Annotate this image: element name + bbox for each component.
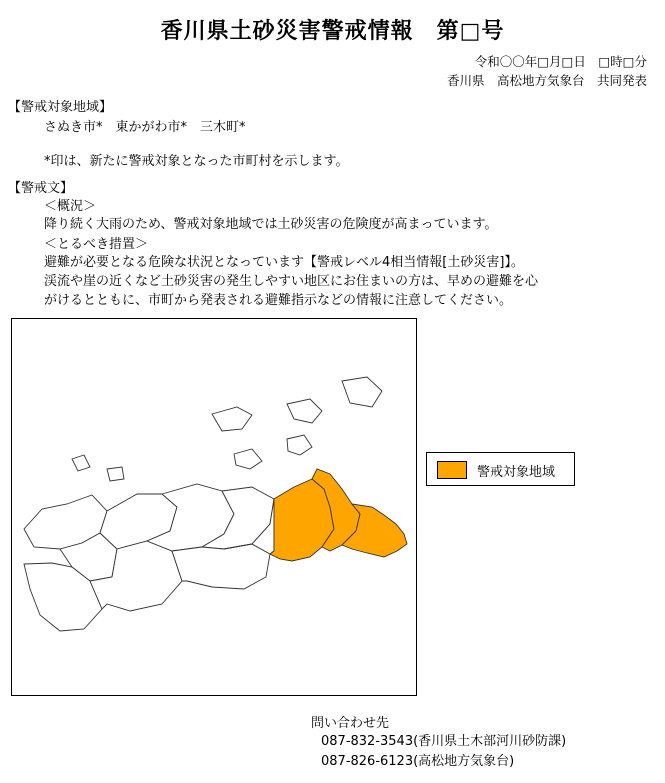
measures-text-3: がけるとともに、市町から発表される避難指示などの情報に注意してください。 — [44, 293, 513, 308]
island-6 — [107, 467, 124, 481]
map-svg — [12, 319, 418, 697]
island-1 — [212, 407, 252, 431]
target-area-heading: 【警戒対象地域】 — [8, 100, 113, 115]
target-area-list: さぬき市* 東かがわ市* 三木町* — [44, 120, 246, 135]
warning-area-shapes — [270, 469, 407, 561]
legend-swatch — [437, 461, 467, 479]
municipality-east-inland — [172, 544, 270, 589]
map-legend — [426, 452, 575, 486]
page-title: 香川県土砂災害警戒情報 第□号 — [160, 19, 505, 44]
island-7 — [287, 435, 312, 455]
issue-datetime: 令和〇〇年□月□日 □時□分 — [474, 54, 647, 69]
overview-text: 降り続く大雨のため、警戒対象地域では土砂災害の危険度が高まっています。 — [44, 217, 498, 232]
contact-heading: 問い合わせ先 — [311, 716, 390, 731]
warning-heading: 【警戒文】 — [8, 181, 74, 196]
contact-phone-1: 087-832-3543(香川県土木部河川砂防課) — [321, 734, 567, 749]
island-4 — [234, 449, 262, 469]
measures-text-1: 避難が必要となる危険な状況となっています【警戒レベル4相当情報[土砂災害]】。 — [44, 255, 524, 270]
contact-phone-2: 087-826-6123(高松地方気象台) — [321, 754, 515, 769]
measures-text-2: 渓流や崖の近くなど土砂災害の発生しやすい地区にお住まいの方は、早めの避難を心 — [44, 274, 539, 289]
overview-heading: ＜概況＞ — [44, 199, 97, 214]
island-3 — [342, 377, 382, 407]
measures-heading: ＜とるべき措置＞ — [44, 237, 149, 252]
legend-label: 警戒対象地域 — [477, 465, 556, 480]
island-2 — [287, 399, 322, 423]
prefecture-map — [11, 318, 417, 696]
target-area-note: *印は、新たに警戒対象となった市町村を示します。 — [44, 154, 349, 169]
issuer: 香川県 高松地方気象台 共同発表 — [446, 73, 647, 88]
island-5 — [72, 455, 90, 471]
